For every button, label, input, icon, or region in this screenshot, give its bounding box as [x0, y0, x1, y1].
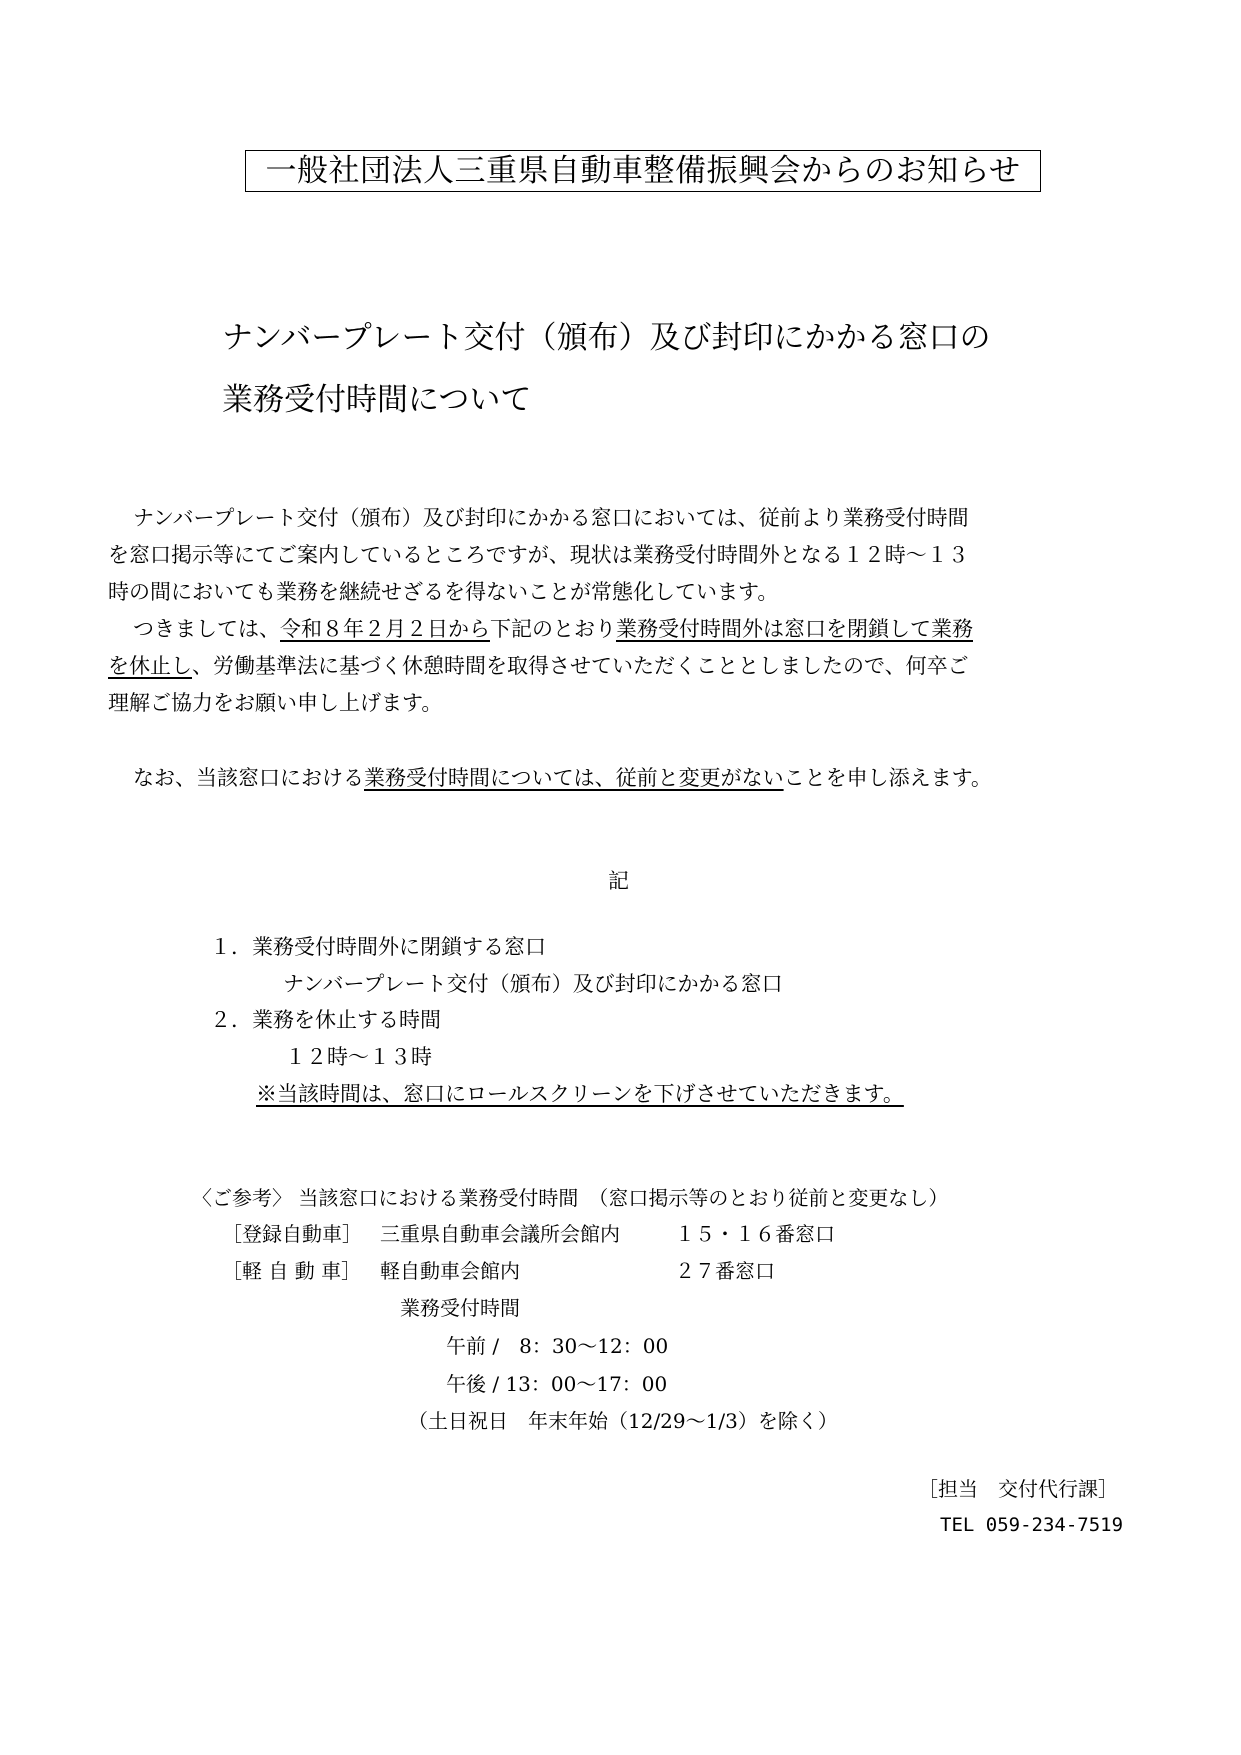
item1-title: １．業務受付時間外に閉鎖する窓口 — [210, 935, 546, 959]
item2-title: ２．業務を休止する時間 — [210, 1008, 441, 1032]
registered-car-window: １５・１６番窓口 — [675, 1222, 835, 1246]
kei-car-window: ２７番窓口 — [675, 1259, 775, 1283]
kei-car-place: 軽自動車会館内 — [380, 1259, 520, 1283]
paragraph2-text: つきましては、 — [133, 617, 280, 641]
registered-car-place: 三重県自動車会議所会館内 — [380, 1222, 620, 1246]
closure-statement: 業務受付時間外は窓口を閉鎖して業務 — [616, 617, 973, 641]
paragraph3-text: ことを申し添えます。 — [783, 766, 992, 790]
closure-statement-end: を休止し — [108, 654, 192, 678]
ki-heading: 記 — [608, 869, 629, 893]
paragraph1-line2: を窓口掲示等にてご案内しているところですが、現状は業務受付時間外となる１２時～１３ — [108, 543, 969, 567]
registered-car-label: ［登録自動車］ — [222, 1222, 362, 1246]
item1-detail: ナンバープレート交付（頒布）及び封印にかかる窓口 — [283, 972, 783, 996]
contact-department: ［担当 交付代行課］ — [918, 1477, 1118, 1501]
paragraph2-text: 、労働基準法に基づく休憩時間を取得させていただくこととしましたので、何卒ご — [192, 654, 969, 678]
paragraph1-line3: 時の間においても業務を継続せざるを得ないことが常態化しています。 — [108, 580, 779, 604]
notice-title: 一般社団法人三重県自動車整備振興会からのお知らせ — [245, 150, 1041, 192]
item2-detail: １２時～１３時 — [285, 1045, 432, 1069]
hours-am: 午前 / 8：30～12：00 — [446, 1334, 669, 1358]
subject-line-2: 業務受付時間について — [222, 382, 532, 418]
subject-line-1: ナンバープレート交付（頒布）及び封印にかかる窓口の — [222, 320, 991, 356]
contact-phone: TEL 059-234-7519 — [940, 1514, 1124, 1536]
hours-exclusion: （土日祝日 年末年始（12/29～1/3）を除く） — [408, 1409, 838, 1433]
paragraph2-line2 — [108, 651, 969, 681]
no-change-statement: 業務受付時間については、従前と変更がない — [364, 766, 784, 790]
paragraph3-text: なお、当該窓口における — [133, 766, 364, 790]
reference-heading: 〈ご参考〉 当該窓口における業務受付時間 （窓口掲示等のとおり従前と変更なし） — [192, 1186, 949, 1210]
paragraph2-text: 下記のとおり — [490, 617, 616, 641]
paragraph1-line1: ナンバープレート交付（頒布）及び封印にかかる窓口においては、従前より業務受付時間 — [133, 506, 969, 530]
kei-car-label: ［軽 自 動 車］ — [222, 1259, 362, 1283]
paragraph2-line1 — [133, 614, 973, 644]
hours-pm: 午後 / 13：00～17：00 — [446, 1372, 668, 1396]
item2-note: ※当該時間は、窓口にロールスクリーンを下げさせていただきます。 — [256, 1082, 904, 1106]
hours-label: 業務受付時間 — [400, 1296, 520, 1320]
paragraph2-line3: 理解ご協力をお願い申し上げます。 — [108, 691, 443, 715]
paragraph3 — [133, 763, 992, 793]
effective-date: 令和８年２月２日から — [280, 617, 490, 641]
